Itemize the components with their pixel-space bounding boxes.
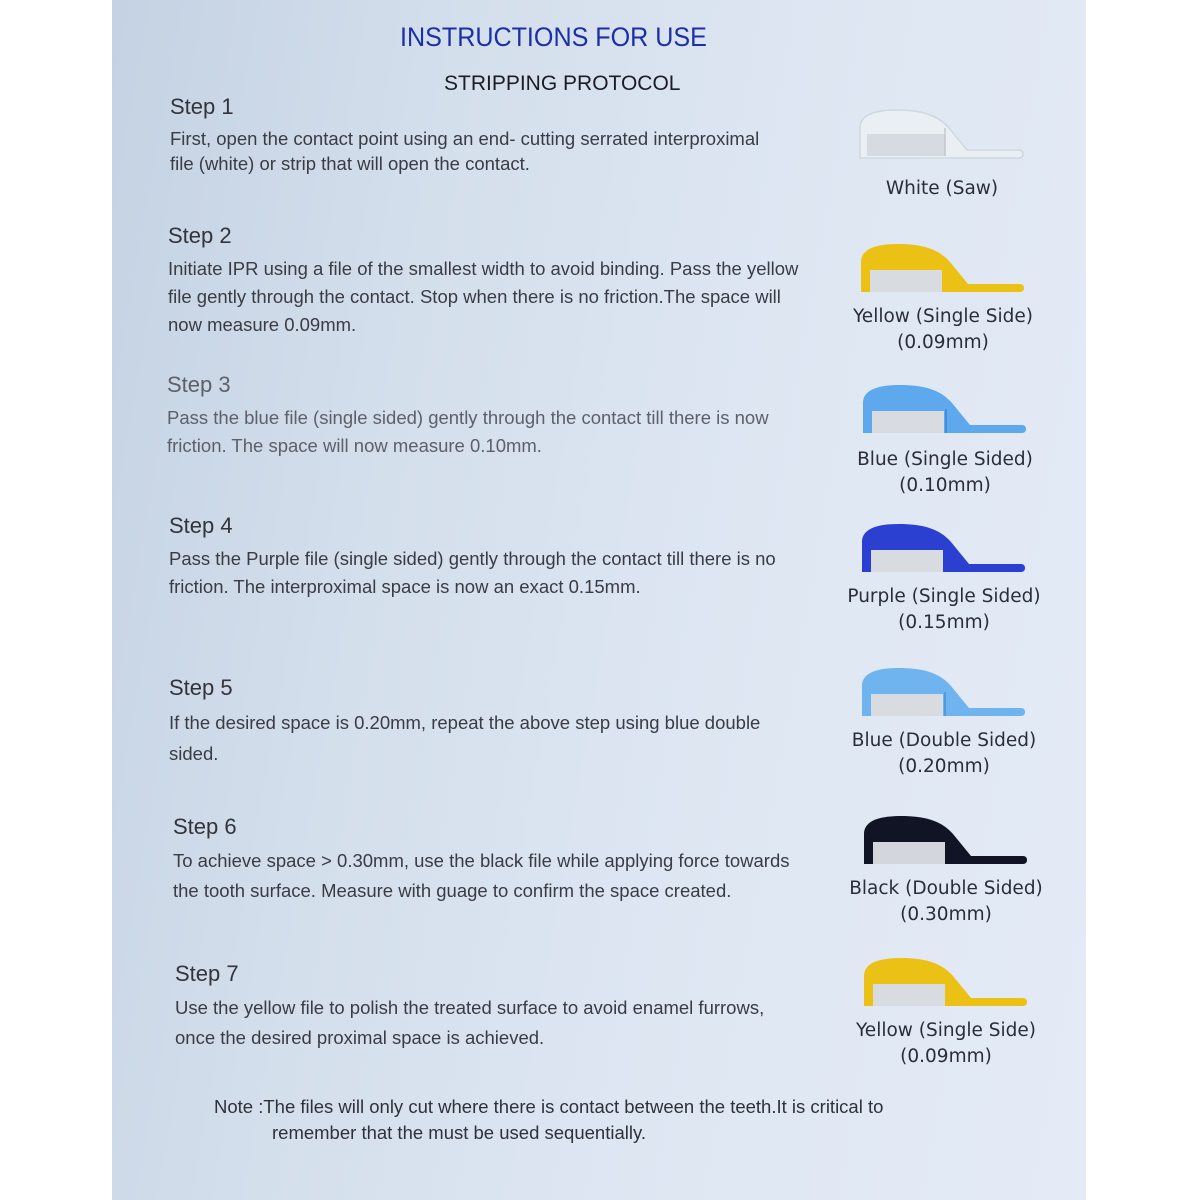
file-size: (0.20mm): [898, 756, 990, 777]
step-heading: Step 3: [167, 372, 231, 397]
step-5: [169, 675, 799, 769]
step-body: To achieve space > 0.30mm, use the black file while applying force towards the tooth surface. Measure with guage to confirm the space created.: [173, 850, 790, 901]
step-heading: Step 5: [169, 675, 233, 700]
step-body: Pass the Purple file (single sided) gently through the contact till there is no friction. The interproximal space is now an exact 0.15mm.: [169, 548, 776, 597]
usage-note: [214, 1094, 1014, 1146]
page-subtitle: STRIPPING PROTOCOL: [444, 72, 681, 95]
file-label: [834, 728, 1054, 780]
step-body: If the desired space is 0.20mm, repeat the above step using blue double sided.: [169, 712, 761, 764]
file-size: (0.09mm): [897, 332, 989, 353]
file-size: (0.09mm): [900, 1046, 992, 1067]
step-heading: Step 6: [173, 814, 237, 839]
black-double-sided-file-icon: [861, 812, 1031, 870]
yellow-single-side-file-icon: [858, 240, 1028, 298]
file-label: [834, 584, 1054, 636]
purple-single-sided-file-icon: [859, 520, 1029, 578]
file-yellow-single-side: [833, 240, 1053, 356]
file-type: Black (Double Sided): [849, 878, 1043, 899]
step-body: Initiate IPR using a file of the smallest width to avoid binding. Pass the yellow file gently through the contact. Stop when there is no friction.The space will now measure 0.09mm.: [168, 258, 799, 335]
step-body: Use the yellow file to polish the treated surface to avoid enamel furrows, once the desired proximal space is achieved.: [175, 997, 765, 1048]
file-blue-double-sided: [834, 664, 1054, 780]
step-body: Pass the blue file (single sided) gently through the contact till there is now friction. The space will now measure 0.10mm.: [167, 407, 769, 456]
file-type: Purple (Single Sided): [847, 586, 1041, 607]
step-3: [167, 372, 817, 460]
file-size: (0.30mm): [900, 904, 992, 925]
file-type: Yellow (Single Side): [852, 306, 1034, 327]
file-size: (0.15mm): [898, 612, 990, 633]
blue-single-sided-file-icon: [860, 381, 1030, 439]
file-label: [836, 1018, 1056, 1070]
step-7: [175, 961, 795, 1053]
step-body: First, open the contact point using an end- cutting serrated interproximal file (white) or strip that will open the contact.: [170, 128, 760, 174]
step-1: [170, 94, 770, 176]
step-heading: Step 7: [175, 961, 239, 986]
step-heading: Step 1: [170, 94, 234, 119]
note-line-1: Note :The files will only cut where there is contact between the teeth.It is critical to: [214, 1096, 884, 1117]
step-2: [168, 223, 818, 339]
file-label: [836, 876, 1056, 928]
step-heading: Step 4: [169, 513, 233, 538]
file-type: Blue (Double Sided): [851, 730, 1037, 751]
file-label: [833, 304, 1053, 356]
step-4: [169, 513, 834, 601]
blue-double-sided-file-icon: [859, 664, 1029, 722]
file-label: White (Saw): [885, 178, 999, 199]
file-type: Blue (Single Sided): [857, 449, 1033, 470]
file-white-saw: [832, 106, 1052, 202]
file-purple-single-sided: [834, 520, 1054, 636]
step-heading: Step 2: [168, 223, 232, 248]
note-line-2: remember that the must be used sequentially.: [272, 1122, 646, 1143]
file-yellow-single-side-polish: [836, 954, 1056, 1070]
file-type: Yellow (Single Side): [855, 1020, 1037, 1041]
file-label: [835, 447, 1055, 499]
yellow-single-side-file-icon: [861, 954, 1031, 1012]
file-blue-single-sided: [835, 381, 1055, 499]
white-saw-file-icon: [857, 106, 1027, 164]
file-black-double-sided: [836, 812, 1056, 928]
page-title: INSTRUCTIONS FOR USE: [400, 22, 707, 52]
step-6: [173, 814, 818, 906]
file-size: (0.10mm): [899, 475, 991, 496]
